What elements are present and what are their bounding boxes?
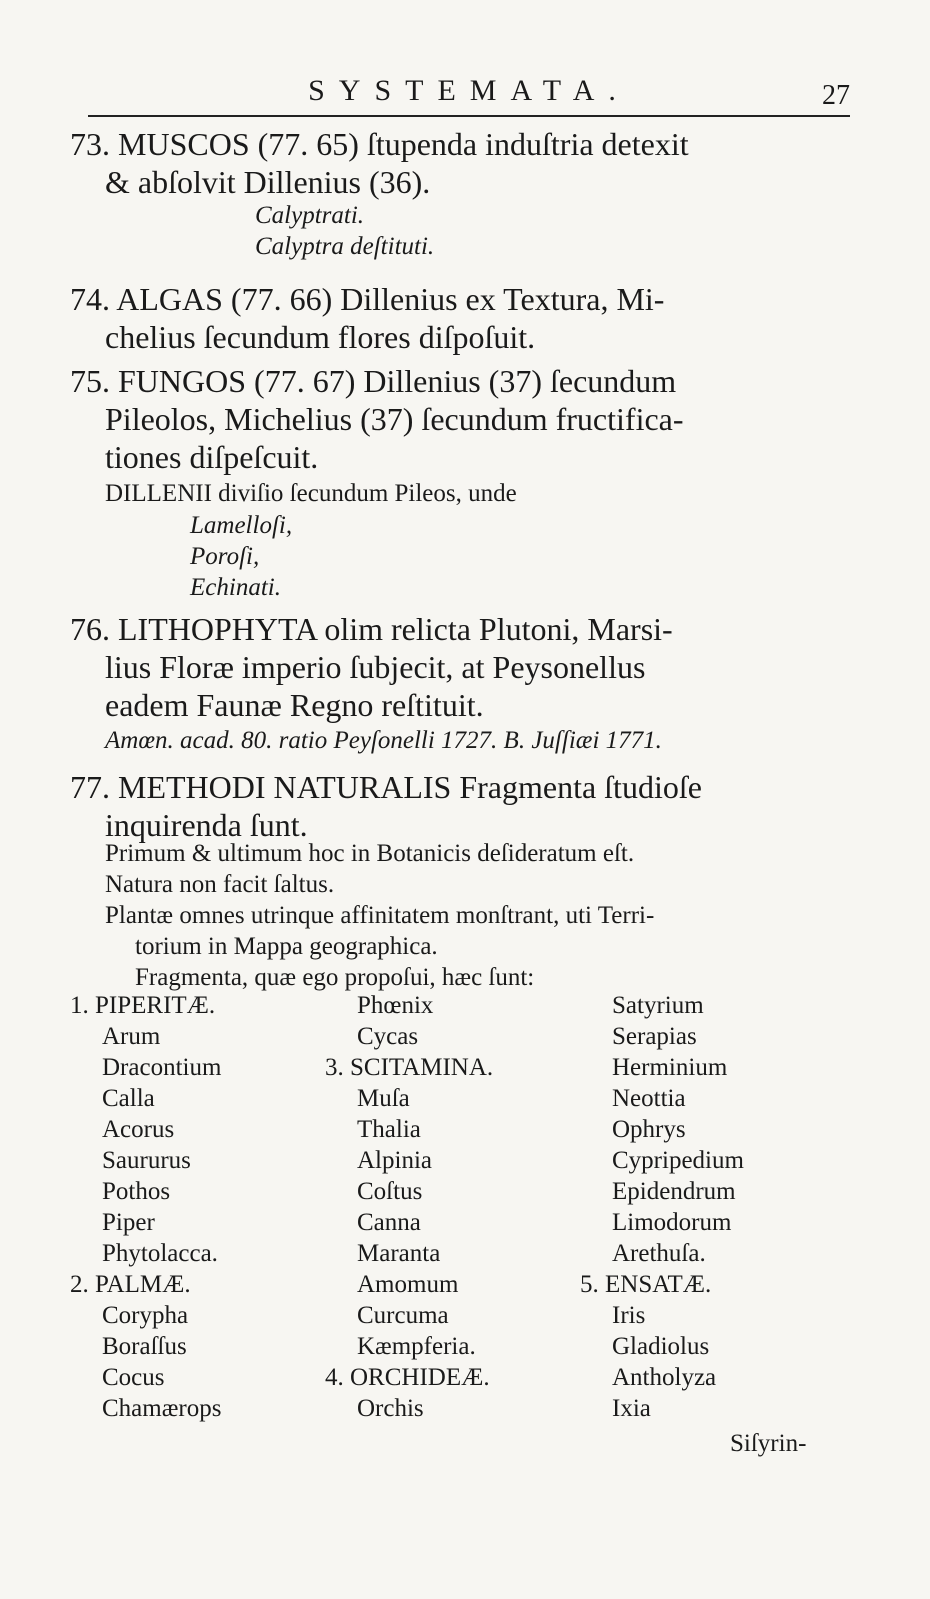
list-item: Corypha xyxy=(102,1302,189,1329)
list-item: Kæmpferia. xyxy=(357,1333,476,1360)
list-item: Amomum xyxy=(357,1271,459,1298)
paragraph-76 xyxy=(70,610,860,724)
list-item: Boraſſus xyxy=(102,1333,187,1360)
paragraph-number: 73. xyxy=(70,126,110,162)
subdivision-list xyxy=(190,510,590,603)
statement: torium in Mappa geographica. xyxy=(135,933,438,960)
text-line: tiones diſpeſcuit. xyxy=(105,439,319,475)
text-line: METHODI NATURALIS Fragmenta ſtudioſe xyxy=(118,769,702,805)
list-item: Alpinia xyxy=(357,1147,432,1174)
paragraph-number: 75. xyxy=(70,363,110,399)
list-item: Phytolacca. xyxy=(102,1240,218,1267)
list-item: Ophrys xyxy=(612,1116,686,1143)
list-item: Piper xyxy=(102,1209,155,1236)
list-item: Saururus xyxy=(102,1147,191,1174)
list-item: Dracontium xyxy=(102,1054,222,1081)
list-item: Curcuma xyxy=(357,1302,449,1329)
reference-line: Amœn. acad. 80. ratio Peyſonelli 1727. B. Juſſiæi 1771. xyxy=(105,727,662,754)
list-item: Herminium xyxy=(612,1054,728,1081)
text-line: chelius ſecundum flores diſpoſuit. xyxy=(105,319,536,355)
list-heading: 2. PALMÆ. xyxy=(70,1271,191,1298)
text-line: FUNGOS (77. 67) Dillenius (37) ſecundum xyxy=(118,363,677,399)
page-number: 27 xyxy=(822,80,850,111)
paragraph-number: 74. xyxy=(70,281,110,317)
list-item: Cocus xyxy=(102,1364,165,1391)
list-item: Pothos xyxy=(102,1178,171,1205)
list-item: Limodorum xyxy=(612,1209,732,1236)
paragraph-number: 76. xyxy=(70,611,110,647)
list-item: Ixia xyxy=(612,1395,651,1422)
subdivision-list xyxy=(255,200,655,262)
list-item: Neottia xyxy=(612,1085,686,1112)
paragraph-73 xyxy=(70,125,860,201)
subdivision: Lamelloſi, xyxy=(190,512,293,539)
list-item: Canna xyxy=(357,1209,421,1236)
list-item: Serapias xyxy=(612,1023,697,1050)
list-item: Arum xyxy=(102,1023,161,1050)
list-item: Gladiolus xyxy=(612,1333,710,1360)
statement: Plantæ omnes utrinque affinitatem monſtrant, uti Terri- xyxy=(105,902,655,929)
text-line: inquirenda ſunt. xyxy=(105,807,308,843)
paragraph-77 xyxy=(70,768,860,844)
text-line: lius Floræ imperio ſubjecit, at Peysonellus xyxy=(105,649,646,685)
subdivision: Calyptrati. xyxy=(255,202,365,229)
list-item: Maranta xyxy=(357,1240,441,1267)
text-line: eadem Faunæ Regno reſtituit. xyxy=(105,687,484,723)
catchword: Siſyrin- xyxy=(730,1430,807,1457)
running-head xyxy=(88,70,850,110)
list-item: Satyrium xyxy=(612,992,704,1019)
paragraph-number: 77. xyxy=(70,769,110,805)
running-title: SYSTEMATA. xyxy=(308,74,630,107)
paragraph-75 xyxy=(70,362,860,476)
text-line: & abſolvit Dillenius (36). xyxy=(105,164,431,200)
statement: Natura non facit ſaltus. xyxy=(105,871,335,898)
list-item: Muſa xyxy=(357,1085,410,1112)
text-line: MUSCOS (77. 65) ſtupenda induſtria detexit xyxy=(118,126,689,162)
list-item: Antholyza xyxy=(612,1364,717,1391)
list-heading: 1. PIPERITÆ. xyxy=(70,992,216,1019)
text-line: ALGAS (77. 66) Dillenius ex Textura, Mi- xyxy=(116,281,665,317)
statement: Fragmenta, quæ ego propoſui, hæc ſunt: xyxy=(135,964,535,991)
list-heading: 4. ORCHIDEÆ. xyxy=(325,1364,490,1391)
list-item: Acorus xyxy=(102,1116,175,1143)
note-line: DILLENII diviſio ſecundum Pileos, unde xyxy=(105,480,517,507)
list-item: Arethuſa. xyxy=(612,1240,706,1267)
statement: Primum & ultimum hoc in Botanicis deſideratum eſt. xyxy=(105,840,635,867)
subdivision: Poroſi, xyxy=(190,543,260,570)
subdivision: Echinati. xyxy=(190,574,281,601)
statements xyxy=(105,838,865,993)
paragraph-74 xyxy=(70,280,860,356)
list-item: Chamærops xyxy=(102,1395,222,1422)
list-column-1 xyxy=(70,990,221,1424)
list-item: Thalia xyxy=(357,1116,421,1143)
list-heading: 5. ENSATÆ. xyxy=(580,1271,712,1298)
list-column-3 xyxy=(580,990,744,1424)
subdivision: Calyptra deſtituti. xyxy=(255,233,435,260)
list-column-2 xyxy=(325,990,493,1424)
list-item: Orchis xyxy=(357,1395,424,1422)
list-item: Phœnix xyxy=(357,992,434,1019)
list-item: Iris xyxy=(612,1302,646,1329)
text-line: Pileolos, Michelius (37) ſecundum fructifica- xyxy=(105,401,684,437)
list-item: Epidendrum xyxy=(612,1178,736,1205)
list-item: Cypripedium xyxy=(612,1147,744,1174)
header-rule xyxy=(88,115,850,117)
list-item: Cycas xyxy=(357,1023,419,1050)
list-item: Coſtus xyxy=(357,1178,423,1205)
list-heading: 3. SCITAMINA. xyxy=(325,1054,494,1081)
list-item: Calla xyxy=(102,1085,155,1112)
text-line: LITHOPHYTA olim relicta Plutoni, Marsi- xyxy=(118,611,673,647)
